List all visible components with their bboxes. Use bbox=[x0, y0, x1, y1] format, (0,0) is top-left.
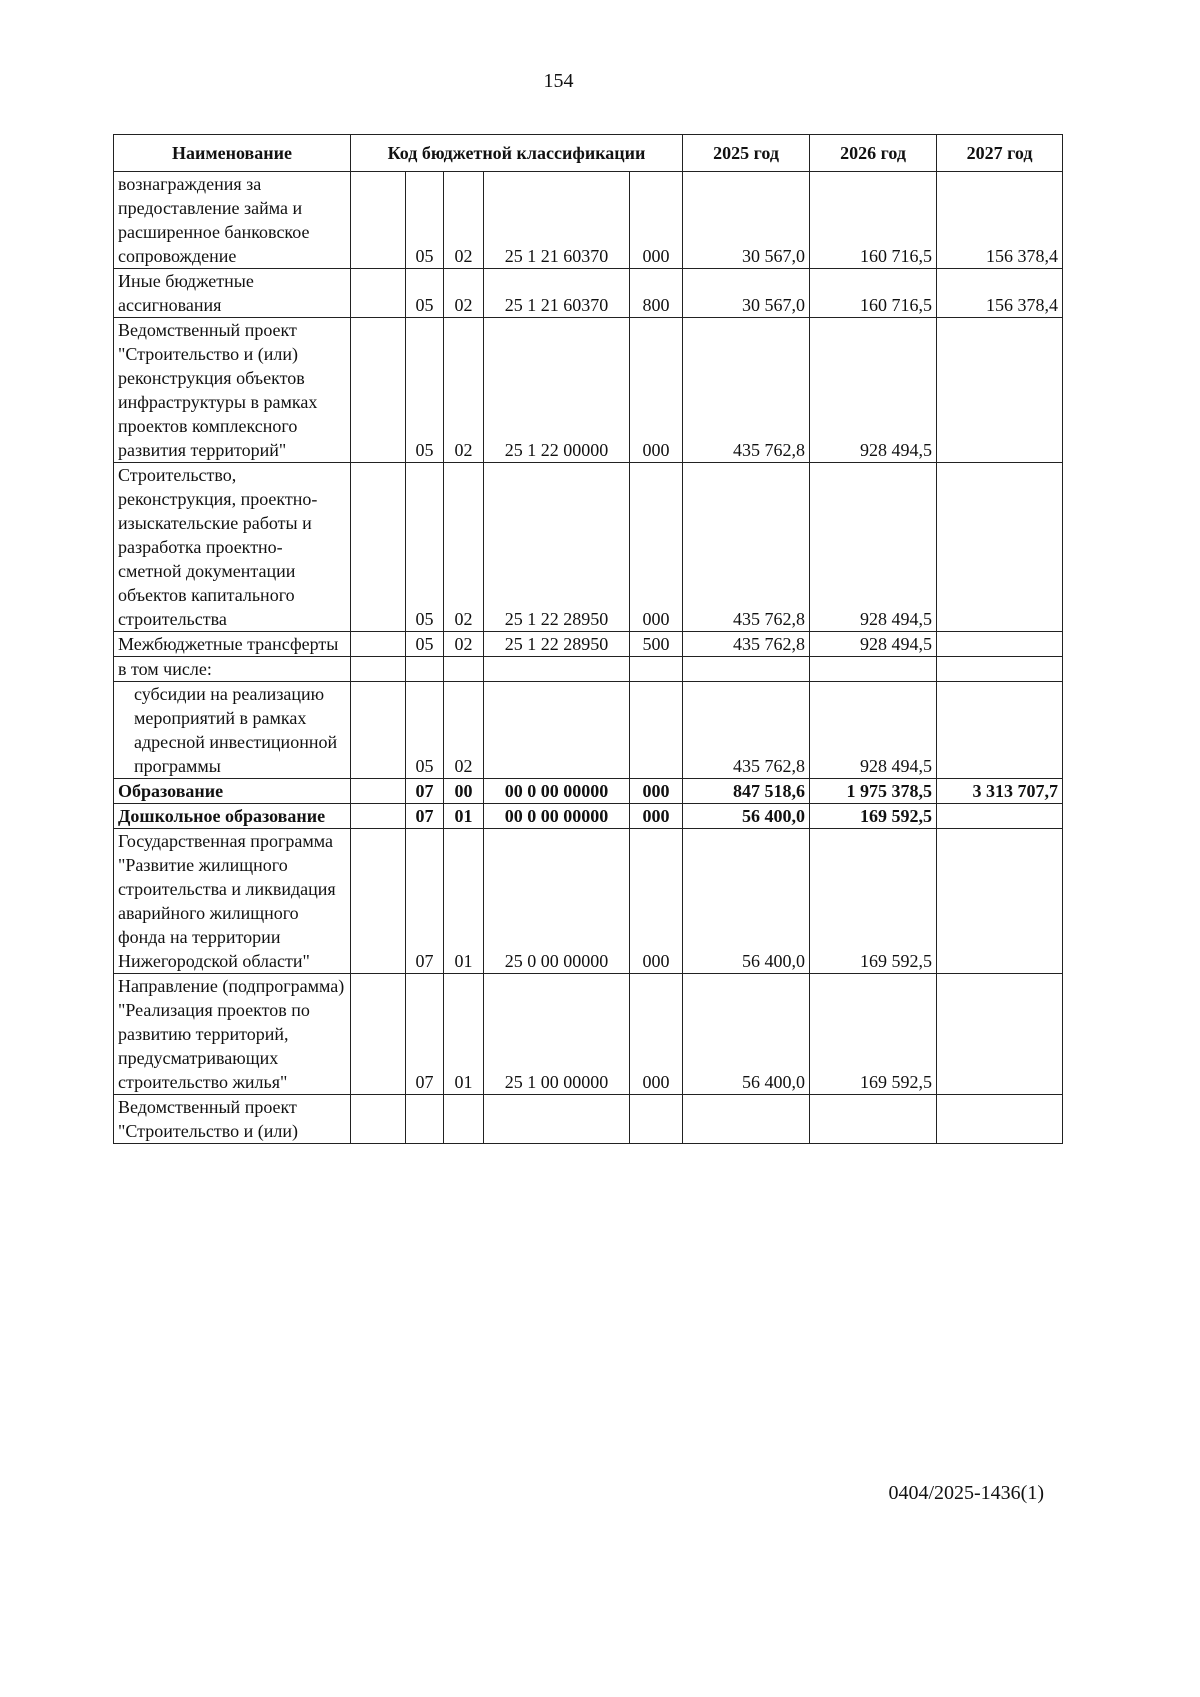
code-target-article bbox=[484, 682, 630, 779]
value-2027 bbox=[937, 657, 1063, 682]
value-2025: 435 762,8 bbox=[683, 632, 810, 657]
table-row bbox=[114, 779, 1063, 804]
code-target-article: 25 1 00 00000 bbox=[484, 974, 630, 1095]
code-target-article bbox=[484, 657, 630, 682]
row-name: Направление (подпрограмма) "Реализация проектов по развитию территорий, предусматривающих строительство жилья" bbox=[114, 974, 351, 1095]
value-2027 bbox=[937, 318, 1063, 463]
row-name: Иные бюджетные ассигнования bbox=[114, 269, 351, 318]
value-2026: 160 716,5 bbox=[810, 269, 937, 318]
table-row bbox=[114, 682, 1063, 779]
code-section bbox=[406, 657, 444, 682]
code-expense-type: 500 bbox=[630, 632, 683, 657]
value-2027 bbox=[937, 829, 1063, 974]
value-2026: 928 494,5 bbox=[810, 682, 937, 779]
row-name: субсидии на реализацию мероприятий в рамках адресной инвестиционной программы bbox=[114, 682, 351, 779]
row-name: Ведомственный проект "Строительство и (или) реконструкция объектов инфраструктуры в рамках проектов комплексного развития территорий" bbox=[114, 318, 351, 463]
value-2026: 169 592,5 bbox=[810, 974, 937, 1095]
code-section: 05 bbox=[406, 632, 444, 657]
value-2025: 435 762,8 bbox=[683, 682, 810, 779]
row-name: в том числе: bbox=[114, 657, 351, 682]
code-expense-type: 000 bbox=[630, 463, 683, 632]
value-2026: 928 494,5 bbox=[810, 463, 937, 632]
code-blank bbox=[351, 1095, 406, 1144]
value-2027 bbox=[937, 1095, 1063, 1144]
value-2027 bbox=[937, 463, 1063, 632]
row-name: Строительство, реконструкция, проектно-изыскательские работы и разработка проектно-сметной документации объектов капитального строительства bbox=[114, 463, 351, 632]
code-blank bbox=[351, 269, 406, 318]
document-number: 0404/2025-1436(1) bbox=[888, 1482, 1044, 1504]
code-section: 05 bbox=[406, 269, 444, 318]
code-expense-type bbox=[630, 1095, 683, 1144]
code-subsection: 02 bbox=[444, 463, 484, 632]
code-subsection: 02 bbox=[444, 632, 484, 657]
row-name: вознаграждения за предоставление займа и расширенное банковское сопровождение bbox=[114, 172, 351, 269]
value-2025 bbox=[683, 657, 810, 682]
code-target-article: 25 1 22 00000 bbox=[484, 318, 630, 463]
code-section: 05 bbox=[406, 682, 444, 779]
code-expense-type: 800 bbox=[630, 269, 683, 318]
value-2025: 30 567,0 bbox=[683, 269, 810, 318]
header-2026: 2026 год bbox=[810, 135, 937, 172]
code-section bbox=[406, 1095, 444, 1144]
code-expense-type: 000 bbox=[630, 829, 683, 974]
value-2026: 928 494,5 bbox=[810, 318, 937, 463]
value-2026: 169 592,5 bbox=[810, 804, 937, 829]
value-2025: 847 518,6 bbox=[683, 779, 810, 804]
row-name: Образование bbox=[114, 779, 351, 804]
code-subsection: 01 bbox=[444, 974, 484, 1095]
code-expense-type: 000 bbox=[630, 974, 683, 1095]
code-subsection: 01 bbox=[444, 804, 484, 829]
code-expense-type: 000 bbox=[630, 318, 683, 463]
code-subsection: 02 bbox=[444, 318, 484, 463]
value-2025: 435 762,8 bbox=[683, 318, 810, 463]
code-section: 07 bbox=[406, 779, 444, 804]
value-2025: 56 400,0 bbox=[683, 829, 810, 974]
value-2027: 3 313 707,7 bbox=[937, 779, 1063, 804]
code-target-article: 00 0 00 00000 bbox=[484, 804, 630, 829]
code-target-article: 00 0 00 00000 bbox=[484, 779, 630, 804]
value-2026: 160 716,5 bbox=[810, 172, 937, 269]
value-2025: 56 400,0 bbox=[683, 974, 810, 1095]
code-target-article: 25 1 21 60370 bbox=[484, 172, 630, 269]
code-blank bbox=[351, 632, 406, 657]
code-subsection: 02 bbox=[444, 682, 484, 779]
value-2025: 56 400,0 bbox=[683, 804, 810, 829]
code-blank bbox=[351, 318, 406, 463]
value-2026 bbox=[810, 1095, 937, 1144]
code-expense-type: 000 bbox=[630, 779, 683, 804]
value-2027 bbox=[937, 682, 1063, 779]
code-blank bbox=[351, 804, 406, 829]
code-subsection: 02 bbox=[444, 269, 484, 318]
row-name: Ведомственный проект "Строительство и (или) bbox=[114, 1095, 351, 1144]
code-subsection: 02 bbox=[444, 172, 484, 269]
code-blank bbox=[351, 657, 406, 682]
code-section: 05 bbox=[406, 318, 444, 463]
value-2027: 156 378,4 bbox=[937, 269, 1063, 318]
code-blank bbox=[351, 779, 406, 804]
table-row bbox=[114, 269, 1063, 318]
code-section: 05 bbox=[406, 172, 444, 269]
table-row bbox=[114, 974, 1063, 1095]
code-blank bbox=[351, 829, 406, 974]
table-row bbox=[114, 804, 1063, 829]
page-number: 154 bbox=[543, 70, 574, 92]
value-2027 bbox=[937, 804, 1063, 829]
value-2025 bbox=[683, 1095, 810, 1144]
table-row bbox=[114, 632, 1063, 657]
header-2025: 2025 год bbox=[683, 135, 810, 172]
code-expense-type bbox=[630, 657, 683, 682]
code-blank bbox=[351, 682, 406, 779]
code-subsection: 00 bbox=[444, 779, 484, 804]
code-expense-type: 000 bbox=[630, 172, 683, 269]
table-row bbox=[114, 1095, 1063, 1144]
table-row bbox=[114, 657, 1063, 682]
table-header-row bbox=[114, 135, 1063, 172]
row-name: Межбюджетные трансферты bbox=[114, 632, 351, 657]
code-subsection bbox=[444, 1095, 484, 1144]
header-2027: 2027 год bbox=[937, 135, 1063, 172]
header-name: Наименование bbox=[114, 135, 351, 172]
table-row bbox=[114, 172, 1063, 269]
code-target-article: 25 1 22 28950 bbox=[484, 632, 630, 657]
code-target-article: 25 0 00 00000 bbox=[484, 829, 630, 974]
code-target-article: 25 1 21 60370 bbox=[484, 269, 630, 318]
code-section: 07 bbox=[406, 829, 444, 974]
code-blank bbox=[351, 463, 406, 632]
table-row bbox=[114, 463, 1063, 632]
header-code: Код бюджетной классификации bbox=[351, 135, 683, 172]
value-2027 bbox=[937, 632, 1063, 657]
code-subsection bbox=[444, 657, 484, 682]
code-section: 05 bbox=[406, 463, 444, 632]
code-target-article bbox=[484, 1095, 630, 1144]
value-2026: 1 975 378,5 bbox=[810, 779, 937, 804]
value-2025: 435 762,8 bbox=[683, 463, 810, 632]
value-2026: 169 592,5 bbox=[810, 829, 937, 974]
table-row bbox=[114, 829, 1063, 974]
code-blank bbox=[351, 974, 406, 1095]
code-section: 07 bbox=[406, 974, 444, 1095]
code-subsection: 01 bbox=[444, 829, 484, 974]
value-2025: 30 567,0 bbox=[683, 172, 810, 269]
code-expense-type bbox=[630, 682, 683, 779]
value-2027 bbox=[937, 974, 1063, 1095]
code-blank bbox=[351, 172, 406, 269]
value-2026: 928 494,5 bbox=[810, 632, 937, 657]
budget-table bbox=[113, 134, 1063, 1144]
row-name: Дошкольное образование bbox=[114, 804, 351, 829]
code-expense-type: 000 bbox=[630, 804, 683, 829]
code-section: 07 bbox=[406, 804, 444, 829]
row-name: Государственная программа "Развитие жилищного строительства и ликвидация аварийного жилищного фонда на территории Нижегородской области" bbox=[114, 829, 351, 974]
value-2027: 156 378,4 bbox=[937, 172, 1063, 269]
code-target-article: 25 1 22 28950 bbox=[484, 463, 630, 632]
table-row bbox=[114, 318, 1063, 463]
value-2026 bbox=[810, 657, 937, 682]
